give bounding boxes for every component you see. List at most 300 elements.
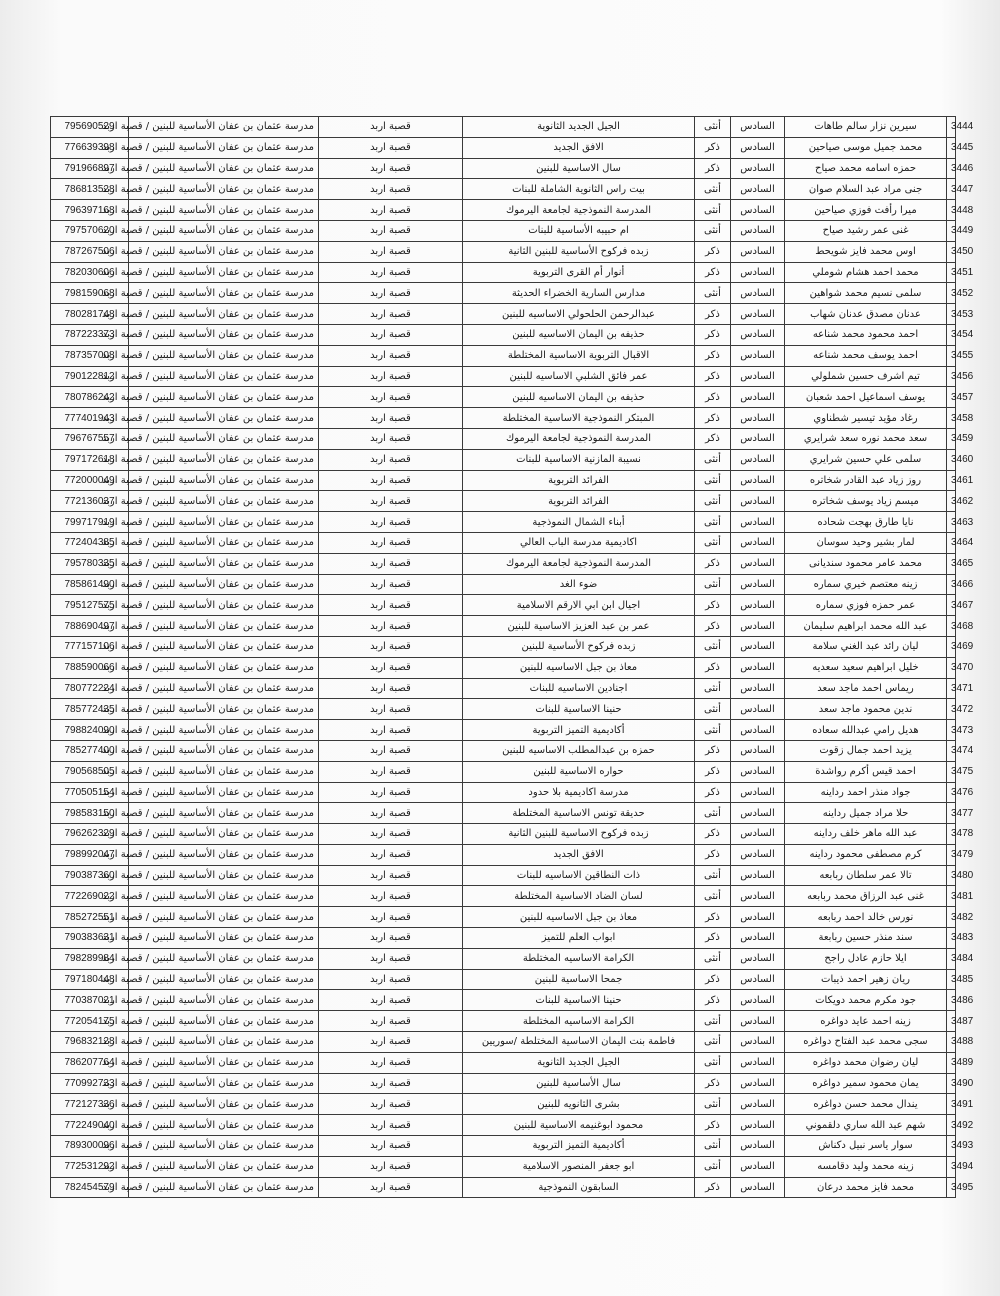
phone-cell: 796832128: [51, 1032, 129, 1053]
school-cell: نسيبة المازنية الاساسية للبنات: [463, 449, 695, 470]
gender-cell: ذكر: [695, 345, 731, 366]
table-row: [51, 491, 956, 512]
exam-center-cell: مدرسة عثمان بن عفان الأساسية للبنين / قصبة اربد: [129, 553, 319, 574]
directorate-cell: قصبة اربد: [319, 720, 463, 741]
phone-cell: 772269022: [51, 886, 129, 907]
serial-number-cell: 3477: [947, 803, 956, 824]
student-name-cell: ايلا حازم عادل راجح: [785, 948, 947, 969]
student-name-cell: لمار بشير وحيد سوسان: [785, 532, 947, 553]
directorate-cell: قصبة اربد: [319, 491, 463, 512]
serial-number-cell: 3488: [947, 1032, 956, 1053]
table-row: [51, 553, 956, 574]
table-row: [51, 865, 956, 886]
phone-cell: 772054175: [51, 1011, 129, 1032]
phone-cell: 786207764: [51, 1052, 129, 1073]
school-cell: حديقة تونس الاساسية المختلطة: [463, 803, 695, 824]
student-name-cell: رغاد مؤيد تيسير شطناوي: [785, 408, 947, 429]
table-row: [51, 1094, 956, 1115]
grade-cell: السادس: [731, 574, 785, 595]
exam-center-cell: مدرسة عثمان بن عفان الأساسية للبنين / قصبة اربد: [129, 449, 319, 470]
student-name-cell: ليان رضوان محمد دواغره: [785, 1052, 947, 1073]
school-cell: بيت راس الثانوية الشاملة للبنات: [463, 179, 695, 200]
phone-cell: 799717919: [51, 512, 129, 533]
phone-cell: 787267506: [51, 241, 129, 262]
directorate-cell: قصبة اربد: [319, 366, 463, 387]
gender-cell: أنثى: [695, 886, 731, 907]
student-name-cell: زينه احمد عايد دواغره: [785, 1011, 947, 1032]
student-name-cell: يزيد احمد جمال زقوت: [785, 740, 947, 761]
table-row: [51, 657, 956, 678]
school-cell: فاطمة بنت اليمان الاساسية المختلطة /سوريين: [463, 1032, 695, 1053]
school-cell: المدرسة النموذجية لجامعة اليرموك: [463, 428, 695, 449]
school-cell: السابقون النموذجية: [463, 1177, 695, 1198]
grade-cell: السادس: [731, 200, 785, 221]
directorate-cell: قصبة اربد: [319, 824, 463, 845]
directorate-cell: قصبة اربد: [319, 200, 463, 221]
phone-cell: 785277400: [51, 740, 129, 761]
serial-number-cell: 3458: [947, 408, 956, 429]
gender-cell: ذكر: [695, 657, 731, 678]
student-name-cell: حلا مراد جميل رداينه: [785, 803, 947, 824]
gender-cell: ذكر: [695, 595, 731, 616]
student-name-cell: جود مكرم محمد دويكات: [785, 990, 947, 1011]
directorate-cell: قصبة اربد: [319, 636, 463, 657]
exam-center-cell: مدرسة عثمان بن عفان الأساسية للبنين / قصبة اربد: [129, 324, 319, 345]
gender-cell: أنثى: [695, 948, 731, 969]
grade-cell: السادس: [731, 803, 785, 824]
phone-cell: 772000049: [51, 470, 129, 491]
gender-cell: أنثى: [695, 699, 731, 720]
directorate-cell: قصبة اربد: [319, 324, 463, 345]
serial-number-cell: 3447: [947, 179, 956, 200]
gender-cell: أنثى: [695, 491, 731, 512]
school-cell: حذيفه بن اليمان الاساسيه للبنين: [463, 387, 695, 408]
gender-cell: ذكر: [695, 969, 731, 990]
school-cell: سال الأساسية للبنين: [463, 1073, 695, 1094]
grade-cell: السادس: [731, 553, 785, 574]
school-cell: الكرامة الاساسيه المختلطة: [463, 1011, 695, 1032]
directorate-cell: قصبة اربد: [319, 428, 463, 449]
phone-cell: 772531292: [51, 1156, 129, 1177]
student-name-cell: عمر حمزه فوزي سماره: [785, 595, 947, 616]
grade-cell: السادس: [731, 532, 785, 553]
gender-cell: ذكر: [695, 782, 731, 803]
phone-cell: 770992733: [51, 1073, 129, 1094]
exam-center-cell: مدرسة عثمان بن عفان الأساسية للبنين / قصبة اربد: [129, 200, 319, 221]
gender-cell: أنثى: [695, 1156, 731, 1177]
grade-cell: السادس: [731, 928, 785, 949]
exam-center-cell: مدرسة عثمان بن عفان الأساسية للبنين / قصبة اربد: [129, 387, 319, 408]
serial-number-cell: 3494: [947, 1156, 956, 1177]
school-cell: الفرائد التربوية: [463, 470, 695, 491]
phone-cell: 787223373: [51, 324, 129, 345]
grade-cell: السادس: [731, 470, 785, 491]
gender-cell: أنثى: [695, 512, 731, 533]
serial-number-cell: 3461: [947, 470, 956, 491]
exam-center-cell: مدرسة عثمان بن عفان الأساسية للبنين / قصبة اربد: [129, 1052, 319, 1073]
school-cell: الافق الجديد: [463, 844, 695, 865]
student-name-cell: ريماس احمد ماجد سعد: [785, 678, 947, 699]
table-row: [51, 678, 956, 699]
student-name-cell: محمد فايز محمد درعان: [785, 1177, 947, 1198]
phone-cell: 785772435: [51, 699, 129, 720]
exam-center-cell: مدرسة عثمان بن عفان الأساسية للبنين / قصبة اربد: [129, 574, 319, 595]
table-row: [51, 803, 956, 824]
school-cell: الفرائد التربوية: [463, 491, 695, 512]
school-cell: زبده فركوح الاساسية للبنين الثانية: [463, 824, 695, 845]
gender-cell: ذكر: [695, 824, 731, 845]
serial-number-cell: 3445: [947, 137, 956, 158]
exam-center-cell: مدرسة عثمان بن عفان الأساسية للبنين / قصبة اربد: [129, 678, 319, 699]
school-cell: ابواب العلم للتميز: [463, 928, 695, 949]
serial-number-cell: 3467: [947, 595, 956, 616]
table-row: [51, 907, 956, 928]
roster-body: [51, 117, 974, 1198]
gender-cell: أنثى: [695, 283, 731, 304]
student-roster-table: [50, 116, 974, 1198]
directorate-cell: قصبة اربد: [319, 803, 463, 824]
directorate-cell: قصبة اربد: [319, 574, 463, 595]
school-cell: المدرسة النموذجية لجامعة اليرموك: [463, 553, 695, 574]
gender-cell: أنثى: [695, 532, 731, 553]
table-row: [51, 220, 956, 241]
serial-number-cell: 3489: [947, 1052, 956, 1073]
table-row: [51, 1073, 956, 1094]
gender-cell: أنثى: [695, 1094, 731, 1115]
school-cell: المبتكر النموذجية الاساسية المختلطة: [463, 408, 695, 429]
table-row: [51, 1136, 956, 1157]
grade-cell: السادس: [731, 262, 785, 283]
directorate-cell: قصبة اربد: [319, 1073, 463, 1094]
grade-cell: السادس: [731, 408, 785, 429]
grade-cell: السادس: [731, 865, 785, 886]
grade-cell: السادس: [731, 782, 785, 803]
gender-cell: ذكر: [695, 366, 731, 387]
directorate-cell: قصبة اربد: [319, 657, 463, 678]
phone-cell: 785861490: [51, 574, 129, 595]
serial-number-cell: 3491: [947, 1094, 956, 1115]
phone-cell: 790122812: [51, 366, 129, 387]
student-name-cell: ميرا رأفت فوزي صياحين: [785, 200, 947, 221]
gender-cell: ذكر: [695, 304, 731, 325]
phone-cell: 777401943: [51, 408, 129, 429]
serial-number-cell: 3473: [947, 720, 956, 741]
exam-center-cell: مدرسة عثمان بن عفان الأساسية للبنين / قصبة اربد: [129, 345, 319, 366]
table-row: [51, 948, 956, 969]
student-name-cell: ندين محمود ماجد سعد: [785, 699, 947, 720]
student-name-cell: محمد عامر محمود سنديانى: [785, 553, 947, 574]
gender-cell: ذكر: [695, 1115, 731, 1136]
serial-number-cell: 3484: [947, 948, 956, 969]
exam-center-cell: مدرسة عثمان بن عفان الأساسية للبنين / قصبة اربد: [129, 366, 319, 387]
directorate-cell: قصبة اربد: [319, 553, 463, 574]
phone-cell: 790383631: [51, 928, 129, 949]
school-cell: جمحا الاساسية للبنين: [463, 969, 695, 990]
student-name-cell: روز زياد عبد القادر شخاتره: [785, 470, 947, 491]
grade-cell: السادس: [731, 449, 785, 470]
directorate-cell: قصبة اربد: [319, 241, 463, 262]
table-row: [51, 574, 956, 595]
directorate-cell: قصبة اربد: [319, 408, 463, 429]
serial-number-cell: 3455: [947, 345, 956, 366]
student-name-cell: خليل ابراهيم سعيد سعديه: [785, 657, 947, 678]
table-row: [51, 844, 956, 865]
exam-center-cell: مدرسة عثمان بن عفان الأساسية للبنين / قصبة اربد: [129, 720, 319, 741]
grade-cell: السادس: [731, 1177, 785, 1198]
serial-number-cell: 3490: [947, 1073, 956, 1094]
phone-cell: 777157106: [51, 636, 129, 657]
gender-cell: أنثى: [695, 1052, 731, 1073]
phone-cell: 788590066: [51, 657, 129, 678]
directorate-cell: قصبة اربد: [319, 886, 463, 907]
school-cell: مدرسة اكاديمية بلا حدود: [463, 782, 695, 803]
exam-center-cell: مدرسة عثمان بن عفان الأساسية للبنين / قصبة اربد: [129, 865, 319, 886]
directorate-cell: قصبة اربد: [319, 865, 463, 886]
directorate-cell: قصبة اربد: [319, 1156, 463, 1177]
gender-cell: ذكر: [695, 553, 731, 574]
school-cell: محمود ابوغنيمه الاساسية للبنين: [463, 1115, 695, 1136]
gender-cell: أنثى: [695, 803, 731, 824]
student-name-cell: عبد الله ماهر خلف رداينه: [785, 824, 947, 845]
exam-center-cell: مدرسة عثمان بن عفان الأساسية للبنين / قصبة اربد: [129, 283, 319, 304]
directorate-cell: قصبة اربد: [319, 345, 463, 366]
grade-cell: السادس: [731, 657, 785, 678]
serial-number-cell: 3468: [947, 616, 956, 637]
school-cell: بشرى الثانويه للبنين: [463, 1094, 695, 1115]
gender-cell: ذكر: [695, 761, 731, 782]
directorate-cell: قصبة اربد: [319, 1032, 463, 1053]
grade-cell: السادس: [731, 1094, 785, 1115]
school-cell: عبدالرحمن الحلحولي الاساسيه للبنين: [463, 304, 695, 325]
table-row: [51, 1011, 956, 1032]
directorate-cell: قصبة اربد: [319, 1094, 463, 1115]
phone-cell: 772404385: [51, 532, 129, 553]
phone-cell: 798824090: [51, 720, 129, 741]
directorate-cell: قصبة اربد: [319, 179, 463, 200]
table-row: [51, 928, 956, 949]
gender-cell: أنثى: [695, 179, 731, 200]
student-name-cell: سجى محمد عبد الفتاح دواغره: [785, 1032, 947, 1053]
school-cell: حواره الاساسية للبنين: [463, 761, 695, 782]
exam-center-cell: مدرسة عثمان بن عفان الأساسية للبنين / قصبة اربد: [129, 886, 319, 907]
student-name-cell: سلمى علي حسين شرايري: [785, 449, 947, 470]
directorate-cell: قصبة اربد: [319, 449, 463, 470]
phone-cell: 770505154: [51, 782, 129, 803]
gender-cell: ذكر: [695, 137, 731, 158]
school-cell: اجيال ابن ابي الارقم الاسلامية: [463, 595, 695, 616]
gender-cell: ذكر: [695, 158, 731, 179]
table-row: [51, 512, 956, 533]
exam-center-cell: مدرسة عثمان بن عفان الأساسية للبنين / قصبة اربد: [129, 657, 319, 678]
exam-center-cell: مدرسة عثمان بن عفان الأساسية للبنين / قصبة اربد: [129, 304, 319, 325]
directorate-cell: قصبة اربد: [319, 304, 463, 325]
exam-center-cell: مدرسة عثمان بن عفان الأساسية للبنين / قصبة اربد: [129, 241, 319, 262]
exam-center-cell: مدرسة عثمان بن عفان الأساسية للبنين / قصبة اربد: [129, 470, 319, 491]
school-cell: معاذ بن جبل الاساسيه للبنين: [463, 657, 695, 678]
student-name-cell: تيم اشرف حسين شملولي: [785, 366, 947, 387]
student-name-cell: تالا عمر سلطان ربابعه: [785, 865, 947, 886]
student-name-cell: هديل رامي عبدالله سعاده: [785, 720, 947, 741]
serial-number-cell: 3465: [947, 553, 956, 574]
school-cell: الجيل الجديد الثانوية: [463, 1052, 695, 1073]
phone-cell: 795127575: [51, 595, 129, 616]
gender-cell: ذكر: [695, 241, 731, 262]
phone-cell: 797180448: [51, 969, 129, 990]
gender-cell: ذكر: [695, 1073, 731, 1094]
student-name-cell: احمد يوسف محمد شناعه: [785, 345, 947, 366]
grade-cell: السادس: [731, 366, 785, 387]
serial-number-cell: 3466: [947, 574, 956, 595]
table-row: [51, 782, 956, 803]
grade-cell: السادس: [731, 969, 785, 990]
exam-center-cell: مدرسة عثمان بن عفان الأساسية للبنين / قصبة اربد: [129, 512, 319, 533]
phone-cell: 797172618: [51, 449, 129, 470]
exam-center-cell: مدرسة عثمان بن عفان الأساسية للبنين / قصبة اربد: [129, 595, 319, 616]
directorate-cell: قصبة اربد: [319, 1011, 463, 1032]
directorate-cell: قصبة اربد: [319, 907, 463, 928]
exam-center-cell: مدرسة عثمان بن عفان الأساسية للبنين / قصبة اربد: [129, 262, 319, 283]
gender-cell: ذكر: [695, 428, 731, 449]
grade-cell: السادس: [731, 948, 785, 969]
gender-cell: ذكر: [695, 324, 731, 345]
table-row: [51, 283, 956, 304]
serial-number-cell: 3478: [947, 824, 956, 845]
table-row: [51, 636, 956, 657]
student-name-cell: زينه معتصم خيري سماره: [785, 574, 947, 595]
exam-center-cell: مدرسة عثمان بن عفان الأساسية للبنين / قصبة اربد: [129, 1073, 319, 1094]
exam-center-cell: مدرسة عثمان بن عفان الأساسية للبنين / قصبة اربد: [129, 990, 319, 1011]
table-row: [51, 740, 956, 761]
table-row: [51, 886, 956, 907]
phone-cell: 772136037: [51, 491, 129, 512]
grade-cell: السادس: [731, 1136, 785, 1157]
school-cell: حذيفه بن اليمان الاساسيه للبنين: [463, 324, 695, 345]
gender-cell: أنثى: [695, 1136, 731, 1157]
directorate-cell: قصبة اربد: [319, 990, 463, 1011]
table-row: [51, 387, 956, 408]
table-row: [51, 241, 956, 262]
table-row: [51, 428, 956, 449]
grade-cell: السادس: [731, 179, 785, 200]
student-name-cell: عبد الله محمد ابراهيم سليمان: [785, 616, 947, 637]
grade-cell: السادس: [731, 137, 785, 158]
table-row: [51, 1156, 956, 1177]
table-row: [51, 117, 956, 138]
table-row: [51, 824, 956, 845]
directorate-cell: قصبة اربد: [319, 782, 463, 803]
table-row: [51, 969, 956, 990]
student-name-cell: سوار ياسر نبيل دكناش: [785, 1136, 947, 1157]
gender-cell: ذكر: [695, 387, 731, 408]
school-cell: حنينا الاساسية للبنات: [463, 990, 695, 1011]
exam-center-cell: مدرسة عثمان بن عفان الأساسية للبنين / قصبة اربد: [129, 117, 319, 138]
exam-center-cell: مدرسة عثمان بن عفان الأساسية للبنين / قصبة اربد: [129, 179, 319, 200]
phone-cell: 780281748: [51, 304, 129, 325]
serial-number-cell: 3485: [947, 969, 956, 990]
student-name-cell: سعد محمد نوره سعد شرايري: [785, 428, 947, 449]
serial-number-cell: 3446: [947, 158, 956, 179]
school-cell: المدرسة النموذجية لجامعة اليرموك: [463, 200, 695, 221]
grade-cell: السادس: [731, 907, 785, 928]
directorate-cell: قصبة اربد: [319, 117, 463, 138]
gender-cell: أنثى: [695, 220, 731, 241]
phone-cell: 791966897: [51, 158, 129, 179]
serial-number-cell: 3448: [947, 200, 956, 221]
table-row: [51, 200, 956, 221]
grade-cell: السادس: [731, 158, 785, 179]
grade-cell: السادس: [731, 304, 785, 325]
serial-number-cell: 3483: [947, 928, 956, 949]
grade-cell: السادس: [731, 1115, 785, 1136]
student-name-cell: جواد منذر احمد رداينه: [785, 782, 947, 803]
directorate-cell: قصبة اربد: [319, 220, 463, 241]
serial-number-cell: 3450: [947, 241, 956, 262]
serial-number-cell: 3482: [947, 907, 956, 928]
directorate-cell: قصبة اربد: [319, 137, 463, 158]
table-row: [51, 1052, 956, 1073]
directorate-cell: قصبة اربد: [319, 158, 463, 179]
gender-cell: أنثى: [695, 636, 731, 657]
table-row: [51, 616, 956, 637]
table-row: [51, 366, 956, 387]
school-cell: حنينا الاساسية للبنات: [463, 699, 695, 720]
phone-cell: 790568505: [51, 761, 129, 782]
grade-cell: السادس: [731, 616, 785, 637]
table-row: [51, 1115, 956, 1136]
phone-cell: 772249040: [51, 1115, 129, 1136]
student-name-cell: محمد جميل موسى صياحين: [785, 137, 947, 158]
exam-center-cell: مدرسة عثمان بن عفان الأساسية للبنين / قصبة اربد: [129, 844, 319, 865]
directorate-cell: قصبة اربد: [319, 1115, 463, 1136]
grade-cell: السادس: [731, 844, 785, 865]
school-cell: ابو جعفر المنصور الاسلامية: [463, 1156, 695, 1177]
serial-number-cell: 3444: [947, 117, 956, 138]
serial-number-cell: 3462: [947, 491, 956, 512]
phone-cell: 780772224: [51, 678, 129, 699]
exam-center-cell: مدرسة عثمان بن عفان الأساسية للبنين / قصبة اربد: [129, 158, 319, 179]
exam-center-cell: مدرسة عثمان بن عفان الأساسية للبنين / قصبة اربد: [129, 948, 319, 969]
exam-center-cell: مدرسة عثمان بن عفان الأساسية للبنين / قصبة اربد: [129, 137, 319, 158]
student-name-cell: سند منذر حسين ربابعة: [785, 928, 947, 949]
serial-number-cell: 3463: [947, 512, 956, 533]
exam-center-cell: مدرسة عثمان بن عفان الأساسية للبنين / قصبة اربد: [129, 1177, 319, 1198]
school-cell: لسان الضاد الاساسية المختلطة: [463, 886, 695, 907]
phone-cell: 782030606: [51, 262, 129, 283]
exam-center-cell: مدرسة عثمان بن عفان الأساسية للبنين / قصبة اربد: [129, 636, 319, 657]
phone-cell: 795690529: [51, 117, 129, 138]
grade-cell: السادس: [731, 1073, 785, 1094]
exam-center-cell: مدرسة عثمان بن عفان الأساسية للبنين / قصبة اربد: [129, 1094, 319, 1115]
grade-cell: السادس: [731, 117, 785, 138]
grade-cell: السادس: [731, 595, 785, 616]
school-cell: سال الاساسية للبنين: [463, 158, 695, 179]
school-cell: معاذ بن جبل الاساسيه للبنين: [463, 907, 695, 928]
gender-cell: أنثى: [695, 865, 731, 886]
school-cell: عمر بن عبد العزيز الاساسية للبنين: [463, 616, 695, 637]
directorate-cell: قصبة اربد: [319, 1136, 463, 1157]
serial-number-cell: 3475: [947, 761, 956, 782]
student-name-cell: غنى عمر رشيد صياح: [785, 220, 947, 241]
directorate-cell: قصبة اربد: [319, 616, 463, 637]
phone-cell: 772127336: [51, 1094, 129, 1115]
school-cell: ذات النطاقين الاساسيه للبنات: [463, 865, 695, 886]
table-row: [51, 137, 956, 158]
school-cell: الافق الجديد: [463, 137, 695, 158]
phone-cell: 785272551: [51, 907, 129, 928]
exam-center-cell: مدرسة عثمان بن عفان الأساسية للبنين / قصبة اربد: [129, 761, 319, 782]
table-row: [51, 262, 956, 283]
phone-cell: 796262329: [51, 824, 129, 845]
